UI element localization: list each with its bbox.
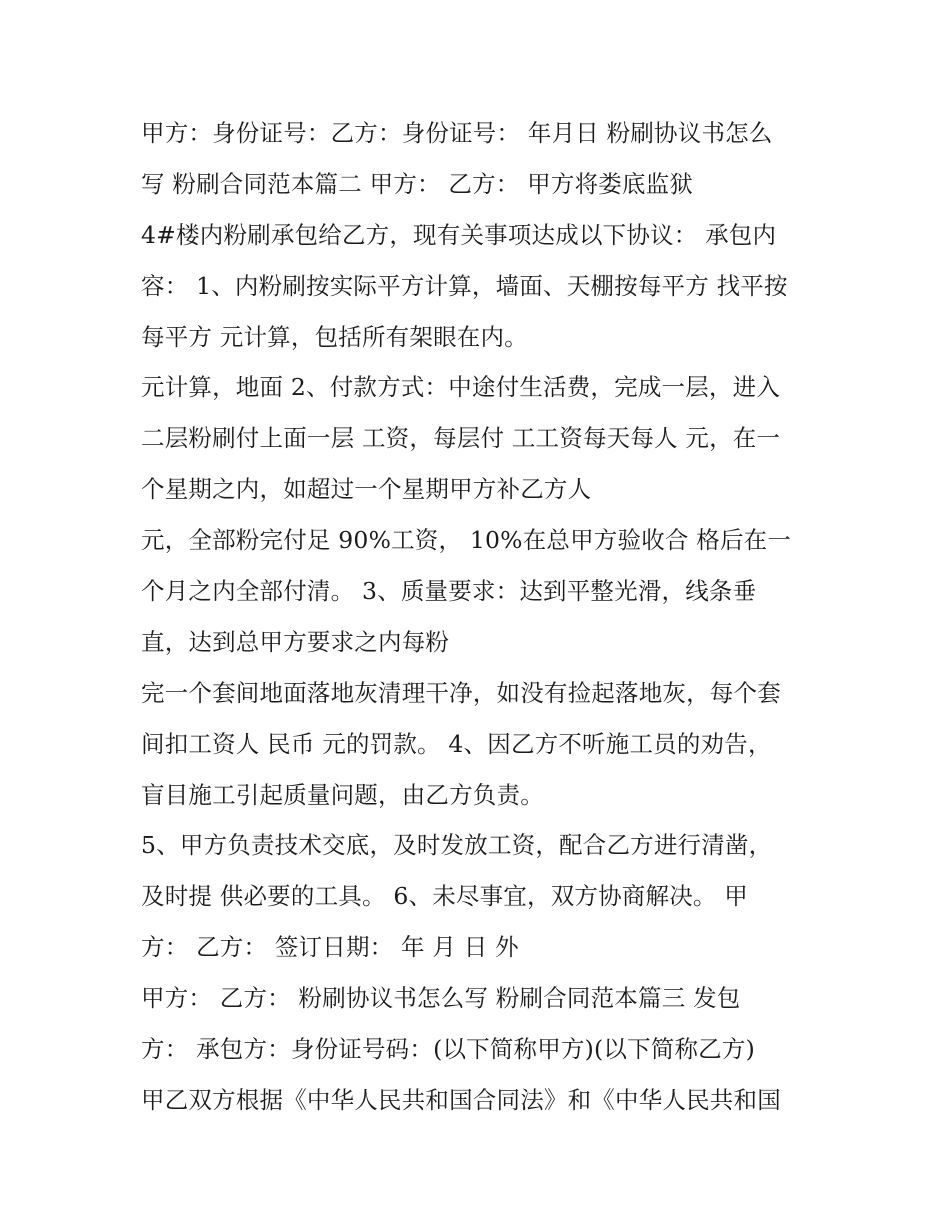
text-line-15: 5、甲方负责技术交底，及时发放工资，配合乙方进行清凿， [141,831,773,860]
text-line-7: 二层粉刷付上面一层 工资，每层付 工工资每天每人 元，在一 [141,424,781,453]
text-line-12: 完一个套间地面落地灰清理干净，如没有捡起落地灰，每个套 [141,678,781,707]
text-line-9: 元，全部粉完付足 90%工资， 10%在总甲方验收合 格后在一 [141,526,792,555]
text-line-2: 写 粉刷合同范本篇二 甲方： 乙方： 甲方将娄底监狱 [141,169,694,198]
document-body [141,108,841,1126]
text-line-11: 直，达到总甲方要求之内每粉 [141,627,450,656]
text-line-8: 个星期之内，如超过一个星期甲方补乙方人 [141,475,592,504]
text-line-13: 间扣工资人 民币 元的罚款。 4、因乙方不听施工员的劝告， [141,729,772,758]
text-line-18: 甲方： 乙方： 粉刷协议书怎么写 粉刷合同范本篇三 发包 [141,984,741,1013]
text-line-16: 及时提 供必要的工具。 6、未尽事宜，双方协商解决。 甲 [141,882,748,911]
text-line-19: 方： 承包方：身份证号码：(以下简称甲方)(以下简称乙方) [141,1035,755,1064]
text-line-3: 4#楼内粉刷承包给乙方，现有关事项达成以下协议： 承包内 [141,220,777,249]
text-line-4: 容： 1、内粉刷按实际平方计算，墙面、天棚按每平方 找平按 [141,271,788,300]
text-line-14: 盲目施工引起质量问题，由乙方负责。 [141,780,544,809]
text-line-5: 每平方 元计算，包括所有架眼在内。 [141,322,528,351]
text-line-17: 方： 乙方： 签订日期： 年 月 日 外 [141,933,519,962]
text-line-20: 甲乙双方根据《中华人民共和国合同法》和《中华人民共和国 [141,1085,781,1114]
text-line-10: 个月之内全部付清。 3、质量要求：达到平整光滑，线条垂 [141,577,757,606]
text-line-6: 元计算，地面 2、付款方式：中途付生活费，完成一层，进入 [141,373,781,402]
text-line-1: 甲方：身份证号：乙方：身份证号： 年月日 粉刷协议书怎么 [141,119,773,147]
